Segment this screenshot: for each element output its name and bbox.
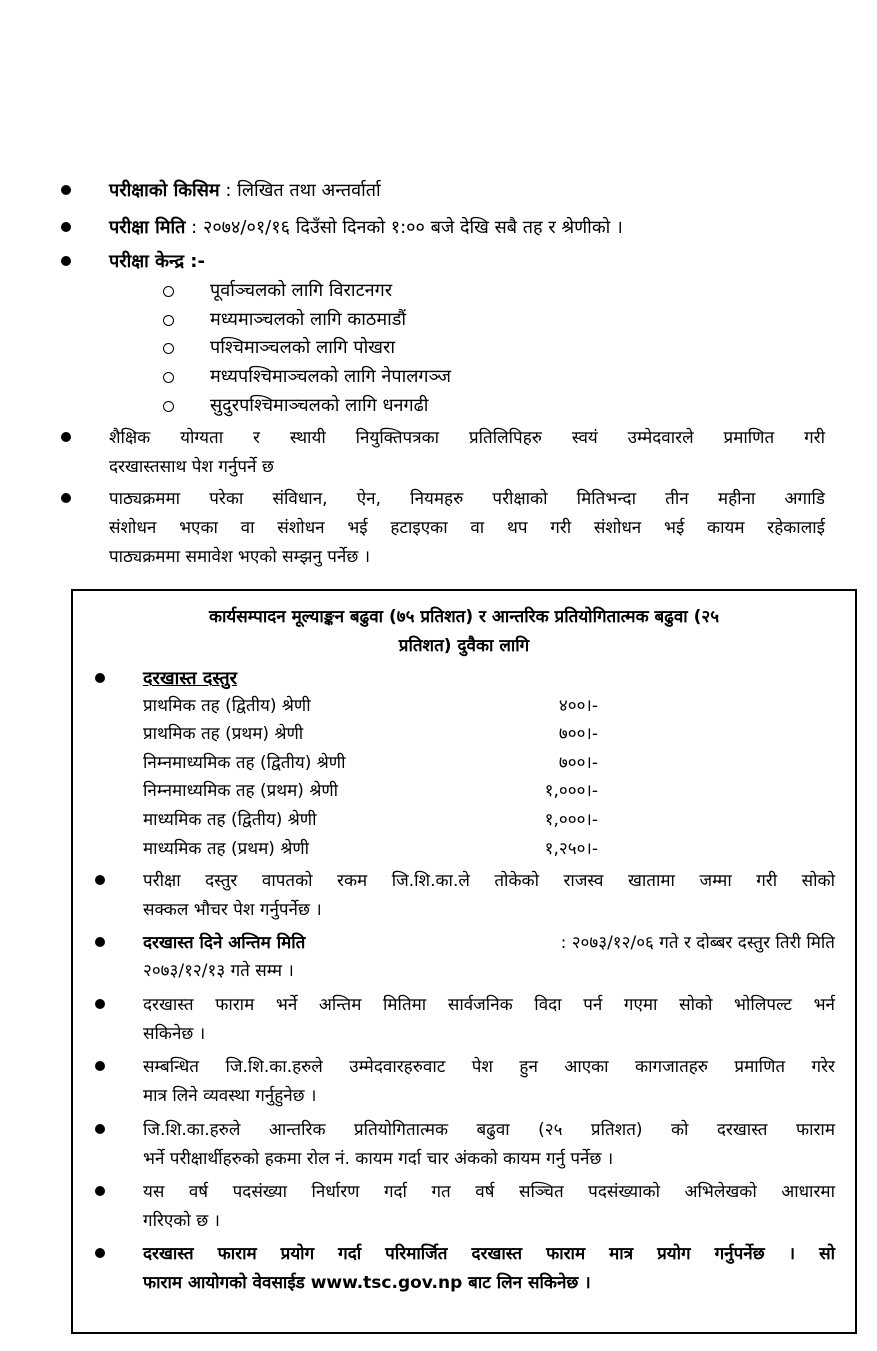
fee-amount: १,०००।- — [544, 810, 598, 830]
bullet — [61, 256, 71, 266]
exam-date-label: परीक्षा मिति — [109, 217, 186, 238]
exam-centers-label: परीक्षा केन्द्र :- — [109, 251, 205, 272]
exam-type — [109, 177, 381, 205]
bullet — [95, 1061, 105, 1071]
curriculum-line: संशोधन भएका वा संशोधन भई हटाइएका वा थप गरी संशोधन भई कायम रहेकालाई — [109, 518, 825, 538]
curriculum-line: पाठ्यक्रममा समावेश भएको सम्झनु पर्नेछ । — [109, 547, 371, 567]
qualification-line: दरखास्तसाथ पेश गर्नुपर्ने छ — [109, 457, 274, 477]
holiday-line: सकिनेछ । — [143, 1024, 206, 1044]
curriculum-line: पाठ्यक्रममा परेका संविधान, ऐन, नियमहरु परीक्षाको मितिभन्दा तीन महीना अगाडि — [109, 489, 825, 509]
fee-amount: ४००।- — [558, 696, 598, 716]
form-line: फाराम आयोगको वेवसाईड www.tsc.gov.np बाट लिन सकिनेछ । — [143, 1273, 591, 1293]
posts-line: गरिएको छ । — [143, 1211, 220, 1231]
voucher-line: परीक्षा दस्तुर वापतको रकम जि.शि.का.ले तोकेको राजस्व खातामा जम्मा गरी सोको — [143, 871, 835, 891]
circle-bullet — [163, 315, 174, 326]
box-heading: कार्यसम्पादन मूल्याङ्कन बढुवा (७५ प्रतिशत) र आन्तरिक प्रतियोगितात्मक बढुवा (२५ — [208, 607, 720, 627]
verify-line: मात्र लिने व्यवस्था गर्नुहुनेछ । — [143, 1086, 317, 1106]
fee-level: प्राथमिक तह (प्रथम) श्रेणी — [143, 724, 304, 744]
center-item: मध्यमाञ्चलको लागि काठमाडौं — [210, 309, 407, 330]
bullet — [95, 1186, 105, 1196]
fee-amount: १,०००।- — [544, 781, 598, 801]
roll-line: जि.शि.का.हरुले आन्तरिक प्रतियोगितात्मक बढुवा (२५ प्रतिशत) को दरखास्त फाराम — [143, 1120, 835, 1140]
bullet — [95, 673, 105, 683]
fee-amount: ७००।- — [558, 724, 598, 744]
fee-level: निम्नमाध्यमिक तह (प्रथम) श्रेणी — [143, 781, 339, 801]
bullet — [95, 875, 105, 885]
bullet — [95, 937, 105, 947]
exam-date-value: : २०७४/०१/१६ दिउँसो दिनको १:०० बजे देखि सबै तह र श्रेणीको । — [191, 217, 623, 238]
bullet — [61, 222, 71, 232]
fee-title: दरखास्त दस्तुर — [143, 668, 238, 689]
verify-line: सम्बन्धित जि.शि.का.हरुले उम्मेदवारहरुवाट पेश हुन आएका कागजातहरु प्रमाणित गरेर — [143, 1057, 835, 1077]
deadline-line — [143, 929, 835, 957]
bullet — [61, 493, 71, 503]
exam-type-label: परीक्षाको किसिम — [109, 180, 220, 201]
posts-line: यस वर्ष पदसंख्या निर्धारण गर्दा गत वर्ष सञ्चित पदसंख्याको अभिलेखको आधारमा — [143, 1182, 835, 1202]
bullet — [95, 1248, 105, 1258]
bullet — [95, 999, 105, 1009]
fee-amount: ७००।- — [558, 753, 598, 773]
circle-bullet — [163, 343, 174, 354]
circle-bullet — [163, 401, 174, 412]
exam-date — [109, 214, 623, 242]
bullet — [95, 1124, 105, 1134]
exam-type-value: : लिखित तथा अन्तर्वार्ता — [225, 180, 381, 201]
form-line: दरखास्त फाराम प्रयोग गर्दा परिमार्जित दरखास्त फाराम मात्र प्रयोग गर्नुपर्नेछ । सो — [143, 1244, 835, 1264]
qualification-line: शैक्षिक योग्यता र स्थायी नियुक्तिपत्रका प्रतिलिपिहरु स्वयं उम्मेदवारले प्रमाणित गरी — [109, 428, 825, 448]
fee-amount: १,२५०।- — [544, 839, 598, 859]
center-item: सुदुरपश्चिमाञ्चलको लागि धनगढी — [210, 395, 429, 416]
fee-level: माध्यमिक तह (द्वितीय) श्रेणी — [143, 810, 317, 830]
holiday-line: दरखास्त फाराम भर्ने अन्तिम मितिमा सार्वजनिक विदा पर्न गएमा सोको भोलिपल्ट भर्न — [143, 995, 835, 1015]
fee-level: निम्नमाध्यमिक तह (द्वितीय) श्रेणी — [143, 753, 346, 773]
box-heading: प्रतिशत) दुवैका लागि — [398, 636, 530, 656]
center-item: पूर्वाञ्चलको लागि विराटनगर — [210, 280, 393, 301]
bullet — [61, 185, 71, 195]
center-item: मध्यपश्चिमाञ्चलको लागि नेपालगञ्ज — [210, 366, 451, 387]
center-item: पश्चिमाञ्चलको लागि पोखरा — [210, 337, 396, 358]
deadline-value: : २०७३/१२/०६ गते र दोब्बर दस्तुर तिरी मिति — [560, 933, 835, 953]
fee-level: माध्यमिक तह (प्रथम) श्रेणी — [143, 839, 310, 859]
deadline-label: दरखास्त दिने अन्तिम मिति — [143, 933, 306, 953]
circle-bullet — [163, 372, 174, 383]
deadline-line: २०७३/१२/१३ गते सम्म । — [143, 961, 294, 981]
roll-line: भर्ने परीक्षार्थीहरुको हकमा रोल नं. कायम गर्दा चार अंकको कायम गर्नु पर्नेछ । — [143, 1149, 614, 1169]
circle-bullet — [163, 286, 174, 297]
voucher-line: सक्कल भौचर पेश गर्नुपर्नेछ । — [143, 900, 322, 920]
bullet — [61, 432, 71, 442]
fee-level: प्राथमिक तह (द्वितीय) श्रेणी — [143, 696, 311, 716]
